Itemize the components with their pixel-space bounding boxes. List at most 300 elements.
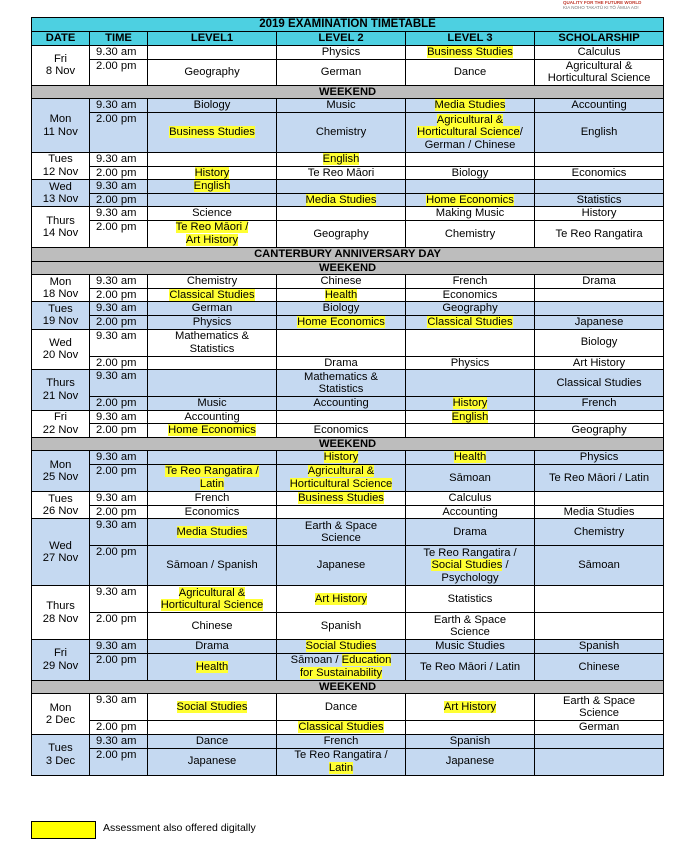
level1-cell	[148, 180, 277, 194]
scholarship-cell	[535, 302, 664, 316]
level1-cell	[148, 112, 277, 152]
digital-subject: Media Studies	[305, 193, 377, 206]
session-row	[32, 748, 664, 775]
time-cell: 9.30 am	[90, 410, 148, 424]
digital-subject: Classical Studies	[427, 315, 513, 328]
level2-cell	[277, 46, 406, 60]
subject: Economics	[571, 166, 627, 179]
level1-cell	[148, 152, 277, 166]
scholarship-cell	[535, 519, 664, 546]
day-name: Fri	[53, 647, 68, 660]
level2-cell	[277, 735, 406, 749]
time-cell: 2.00 pm	[90, 288, 148, 302]
digital-subject: Classical Studies	[169, 288, 255, 301]
scholarship-cell	[535, 166, 664, 180]
level1-cell	[148, 193, 277, 207]
separator-label: WEEKEND	[32, 680, 664, 694]
day-name: Thurs	[46, 600, 75, 613]
session-row	[32, 451, 664, 465]
level3-cell	[406, 99, 535, 113]
time-cell: 9.30 am	[90, 370, 148, 397]
level2-cell	[277, 220, 406, 247]
date-cell	[32, 370, 90, 411]
subject: Chemistry	[186, 275, 238, 288]
day-name: Thurs	[46, 377, 75, 390]
scholarship-cell	[535, 613, 664, 640]
session-row	[32, 152, 664, 166]
level3-cell	[406, 640, 535, 654]
scholarship-cell	[535, 99, 664, 113]
subject: Physics	[192, 315, 232, 328]
level1-cell	[148, 275, 277, 289]
digital-subject: Health	[453, 451, 487, 464]
time-cell: 9.30 am	[90, 152, 148, 166]
digital-subject: Latin	[199, 478, 225, 491]
subject: Chemistry	[315, 126, 367, 139]
examination-timetable	[31, 17, 664, 776]
digital-subject: Agricultural &	[307, 465, 375, 478]
date-cell	[32, 410, 90, 437]
level3-cell	[406, 166, 535, 180]
time-cell: 2.00 pm	[90, 465, 148, 492]
subject: Science	[192, 207, 232, 220]
subject: Classical Studies	[556, 376, 642, 389]
day-date: 27 Nov	[42, 552, 79, 565]
day-date: 14 Nov	[42, 227, 79, 240]
level3-cell	[406, 492, 535, 506]
separator-label: WEEKEND	[32, 437, 664, 451]
level1-cell	[148, 505, 277, 519]
time-cell: 9.30 am	[90, 46, 148, 60]
time-cell: 2.00 pm	[90, 193, 148, 207]
scholarship-cell	[535, 59, 664, 85]
digital-subject: Home Economics	[426, 193, 514, 206]
day-date: 18 Nov	[42, 288, 79, 301]
level2-cell	[277, 180, 406, 194]
digital-subject: History	[194, 166, 230, 179]
level2-cell	[277, 748, 406, 775]
subject: Geography	[184, 65, 240, 78]
day-name: Tues	[48, 153, 73, 166]
digital-subject: English	[451, 410, 489, 423]
level3-cell	[406, 721, 535, 735]
level2-cell	[277, 152, 406, 166]
time-cell: 9.30 am	[90, 275, 148, 289]
digital-subject: Social Studies	[176, 701, 248, 714]
digital-subject: Business Studies	[169, 126, 255, 139]
header-level3: LEVEL 3	[406, 32, 535, 46]
session-row	[32, 315, 664, 329]
subject: /	[519, 126, 523, 139]
scholarship-cell	[535, 152, 664, 166]
scholarship-cell	[535, 546, 664, 586]
subject: Science	[579, 707, 619, 720]
level3-cell	[406, 315, 535, 329]
scholarship-cell	[535, 410, 664, 424]
header-date: DATE	[32, 32, 90, 46]
subject: Japanese	[445, 755, 495, 768]
subject: Biology	[322, 302, 360, 315]
subject: Earth & Space	[433, 613, 507, 626]
subject: Music	[197, 397, 227, 410]
day-name: Mon	[49, 113, 72, 126]
subject: Japanese	[187, 755, 237, 768]
day-name: Mon	[49, 701, 72, 714]
subject: Dance	[453, 65, 487, 78]
level2-cell	[277, 302, 406, 316]
timetable-title: 2019 EXAMINATION TIMETABLE	[32, 18, 664, 32]
subject: Accounting	[571, 99, 627, 112]
digital-subject: for Sustainability	[299, 666, 383, 679]
subject: History	[581, 207, 617, 220]
scholarship-cell	[535, 451, 664, 465]
level3-cell	[406, 370, 535, 397]
session-row	[32, 735, 664, 749]
digital-subject: Art History	[314, 592, 368, 605]
subject: Chinese	[578, 660, 620, 673]
level2-cell	[277, 315, 406, 329]
session-row	[32, 329, 664, 356]
digital-subject: Te Reo Māori /	[175, 221, 249, 234]
date-cell	[32, 46, 90, 86]
level3-cell	[406, 356, 535, 370]
separator-label: WEEKEND	[32, 85, 664, 99]
level3-cell	[406, 152, 535, 166]
day-name: Tues	[48, 742, 73, 755]
separator-row	[32, 261, 664, 275]
legend-swatch	[31, 821, 96, 839]
scholarship-cell	[535, 220, 664, 247]
session-row	[32, 112, 664, 152]
level2-cell	[277, 451, 406, 465]
subject: Earth & Space	[304, 519, 378, 532]
scholarship-cell	[535, 315, 664, 329]
digital-subject: Horticultural Science	[417, 126, 520, 139]
session-row	[32, 694, 664, 721]
digital-subject: Art History	[443, 701, 497, 714]
level3-cell	[406, 207, 535, 221]
separator-label: WEEKEND	[32, 261, 664, 275]
subject: Spanish	[320, 619, 362, 632]
scholarship-cell	[535, 721, 664, 735]
subject: English	[580, 126, 618, 139]
school-logo	[563, 0, 641, 10]
subject: French	[194, 492, 230, 505]
digital-subject: Te Reo Rangatira /	[165, 465, 259, 478]
level1-cell	[148, 370, 277, 397]
subject: Art History	[572, 356, 626, 369]
date-cell	[32, 275, 90, 302]
separator-row	[32, 680, 664, 694]
subject: Physics	[579, 451, 619, 464]
day-date: 8 Nov	[45, 65, 76, 78]
time-cell: 9.30 am	[90, 640, 148, 654]
time-cell: 2.00 pm	[90, 424, 148, 438]
subject: Biology	[580, 336, 618, 349]
time-cell: 2.00 pm	[90, 397, 148, 411]
date-cell	[32, 519, 90, 586]
subject: Te Reo Māori	[307, 166, 375, 179]
day-date: 11 Nov	[43, 125, 78, 138]
session-row	[32, 546, 664, 586]
digital-subject: Business Studies	[427, 46, 513, 58]
date-cell	[32, 329, 90, 370]
time-cell: 2.00 pm	[90, 546, 148, 586]
level1-cell	[148, 329, 277, 356]
session-row	[32, 586, 664, 613]
subject: Accounting	[442, 505, 498, 518]
digital-subject: History	[323, 451, 359, 464]
subject: Music Studies	[435, 640, 505, 653]
date-cell	[32, 302, 90, 329]
level3-cell	[406, 59, 535, 85]
time-cell: 9.30 am	[90, 329, 148, 356]
level1-cell	[148, 315, 277, 329]
level3-cell	[406, 735, 535, 749]
level2-cell	[277, 370, 406, 397]
subject: Sāmoan	[578, 559, 620, 572]
digital-subject: Classical Studies	[298, 721, 384, 734]
level1-cell	[148, 288, 277, 302]
subject: Statistics	[576, 193, 622, 206]
session-row	[32, 59, 664, 85]
time-cell: 9.30 am	[90, 519, 148, 546]
digital-subject: Business Studies	[298, 492, 384, 505]
level3-cell	[406, 397, 535, 411]
level3-cell	[406, 613, 535, 640]
time-cell: 9.30 am	[90, 207, 148, 221]
digital-subject: Social Studies	[305, 640, 377, 653]
subject: Statistics	[318, 383, 364, 396]
session-row	[32, 166, 664, 180]
session-row	[32, 519, 664, 546]
level3-cell	[406, 302, 535, 316]
date-cell	[32, 735, 90, 776]
level2-cell	[277, 519, 406, 546]
subject: Chemistry	[573, 525, 625, 538]
subject: Dance	[324, 701, 358, 714]
subject: Japanese	[316, 559, 366, 572]
level1-cell	[148, 546, 277, 586]
day-name: Wed	[49, 336, 72, 349]
time-cell: 9.30 am	[90, 451, 148, 465]
level1-cell	[148, 721, 277, 735]
time-cell: 2.00 pm	[90, 356, 148, 370]
subject: French	[323, 735, 359, 748]
level1-cell	[148, 519, 277, 546]
session-row	[32, 370, 664, 397]
header-level1: LEVEL1	[148, 32, 277, 46]
subject: Physics	[450, 356, 490, 369]
level3-cell	[406, 220, 535, 247]
header-scholarship: SCHOLARSHIP	[535, 32, 664, 46]
scholarship-cell	[535, 193, 664, 207]
date-cell	[32, 180, 90, 207]
time-cell: 2.00 pm	[90, 505, 148, 519]
digital-subject: History	[452, 397, 488, 410]
session-row	[32, 465, 664, 492]
day-date: 13 Nov	[42, 193, 79, 206]
subject: Spanish	[578, 640, 620, 653]
subject: Calculus	[577, 46, 621, 58]
level2-cell	[277, 546, 406, 586]
subject: Making Music	[435, 207, 505, 220]
day-name: Thurs	[46, 214, 75, 227]
day-date: 20 Nov	[42, 349, 79, 362]
time-cell: 9.30 am	[90, 586, 148, 613]
level3-cell	[406, 519, 535, 546]
level1-cell	[148, 59, 277, 85]
subject: Sāmoan / Spanish	[166, 559, 258, 572]
level2-cell	[277, 410, 406, 424]
header-level2: LEVEL 2	[277, 32, 406, 46]
subject: Accounting	[313, 397, 369, 410]
level2-cell	[277, 288, 406, 302]
session-row	[32, 721, 664, 735]
level1-cell	[148, 207, 277, 221]
subject: German / Chinese	[424, 138, 516, 151]
scholarship-cell	[535, 505, 664, 519]
level2-cell	[277, 397, 406, 411]
level2-cell	[277, 613, 406, 640]
level2-cell	[277, 492, 406, 506]
day-name: Tues	[48, 302, 73, 315]
day-date: 2 Dec	[45, 714, 76, 727]
subject: Te Reo Rangatira	[555, 227, 643, 240]
subject: Agricultural &	[565, 59, 633, 72]
subject: German	[191, 302, 233, 315]
session-row	[32, 180, 664, 194]
time-cell: 9.30 am	[90, 492, 148, 506]
level2-cell	[277, 586, 406, 613]
time-cell: 2.00 pm	[90, 112, 148, 152]
digital-subject: Horticultural Science	[160, 599, 264, 612]
date-cell	[32, 99, 90, 153]
subject: Psychology	[441, 572, 499, 585]
time-cell: 2.00 pm	[90, 748, 148, 775]
session-row	[32, 613, 664, 640]
level3-cell	[406, 329, 535, 356]
subject: Economics	[313, 424, 369, 437]
scholarship-cell	[535, 424, 664, 438]
subject: Te Reo Māori / Latin	[419, 660, 521, 673]
level2-cell	[277, 329, 406, 356]
level2-cell	[277, 356, 406, 370]
level3-cell	[406, 424, 535, 438]
subject: Te Reo Rangatira /	[423, 546, 517, 559]
level1-cell	[148, 397, 277, 411]
digital-subject: Health	[195, 660, 229, 673]
day-name: Wed	[49, 539, 72, 552]
level1-cell	[148, 694, 277, 721]
day-date: 26 Nov	[42, 505, 79, 518]
subject: Physics	[321, 46, 361, 58]
level1-cell	[148, 613, 277, 640]
digital-subject: Home Economics	[297, 315, 385, 328]
digital-subject: Agricultural &	[436, 113, 504, 126]
day-date: 25 Nov	[42, 471, 79, 484]
logo-tagline: QUALITY FOR THE FUTURE WORLD	[563, 0, 642, 5]
level1-cell	[148, 492, 277, 506]
subject: Geography	[571, 424, 627, 437]
level2-cell	[277, 694, 406, 721]
scholarship-cell	[535, 640, 664, 654]
separator-row	[32, 247, 664, 261]
time-cell: 9.30 am	[90, 302, 148, 316]
scholarship-cell	[535, 275, 664, 289]
day-name: Mon	[49, 275, 72, 288]
level1-cell	[148, 653, 277, 680]
digital-subject: Media Studies	[434, 99, 506, 112]
scholarship-cell	[535, 653, 664, 680]
level1-cell	[148, 735, 277, 749]
date-cell	[32, 640, 90, 681]
date-cell	[32, 451, 90, 492]
level3-cell	[406, 465, 535, 492]
session-row	[32, 275, 664, 289]
subject: Biology	[193, 99, 231, 112]
level2-cell	[277, 59, 406, 85]
date-cell	[32, 586, 90, 640]
separator-label: CANTERBURY ANNIVERSARY DAY	[32, 247, 664, 261]
time-cell: 2.00 pm	[90, 220, 148, 247]
session-row	[32, 640, 664, 654]
subject: Economics	[442, 288, 498, 301]
subject: Japanese	[574, 315, 624, 328]
session-row	[32, 356, 664, 370]
level1-cell	[148, 465, 277, 492]
time-cell: 9.30 am	[90, 99, 148, 113]
subject: Sāmoan	[449, 471, 491, 484]
time-cell: 9.30 am	[90, 735, 148, 749]
level3-cell	[406, 653, 535, 680]
subject: Music	[326, 99, 356, 112]
day-name: Mon	[49, 458, 72, 471]
session-row	[32, 193, 664, 207]
level2-cell	[277, 640, 406, 654]
subject: Chemistry	[444, 227, 496, 240]
day-date: 28 Nov	[42, 612, 79, 625]
subject: Spanish	[449, 735, 491, 748]
digital-subject: Agricultural &	[178, 586, 246, 599]
level2-cell	[277, 505, 406, 519]
session-row	[32, 653, 664, 680]
subject: Drama	[582, 275, 616, 288]
time-cell: 2.00 pm	[90, 613, 148, 640]
level1-cell	[148, 451, 277, 465]
date-cell	[32, 207, 90, 248]
day-date: 19 Nov	[42, 315, 79, 328]
day-name: Wed	[49, 180, 72, 193]
session-row	[32, 424, 664, 438]
timetable-body	[32, 46, 664, 776]
level1-cell	[148, 220, 277, 247]
time-cell: 2.00 pm	[90, 166, 148, 180]
scholarship-cell	[535, 735, 664, 749]
level1-cell	[148, 302, 277, 316]
level3-cell	[406, 46, 535, 60]
scholarship-cell	[535, 370, 664, 397]
level3-cell	[406, 546, 535, 586]
level2-cell	[277, 653, 406, 680]
date-cell	[32, 694, 90, 735]
subject: Chinese	[320, 275, 362, 288]
level1-cell	[148, 46, 277, 60]
day-date: 3 Dec	[45, 754, 76, 767]
session-row	[32, 99, 664, 113]
scholarship-cell	[535, 694, 664, 721]
digital-subject: Media Studies	[176, 525, 248, 538]
